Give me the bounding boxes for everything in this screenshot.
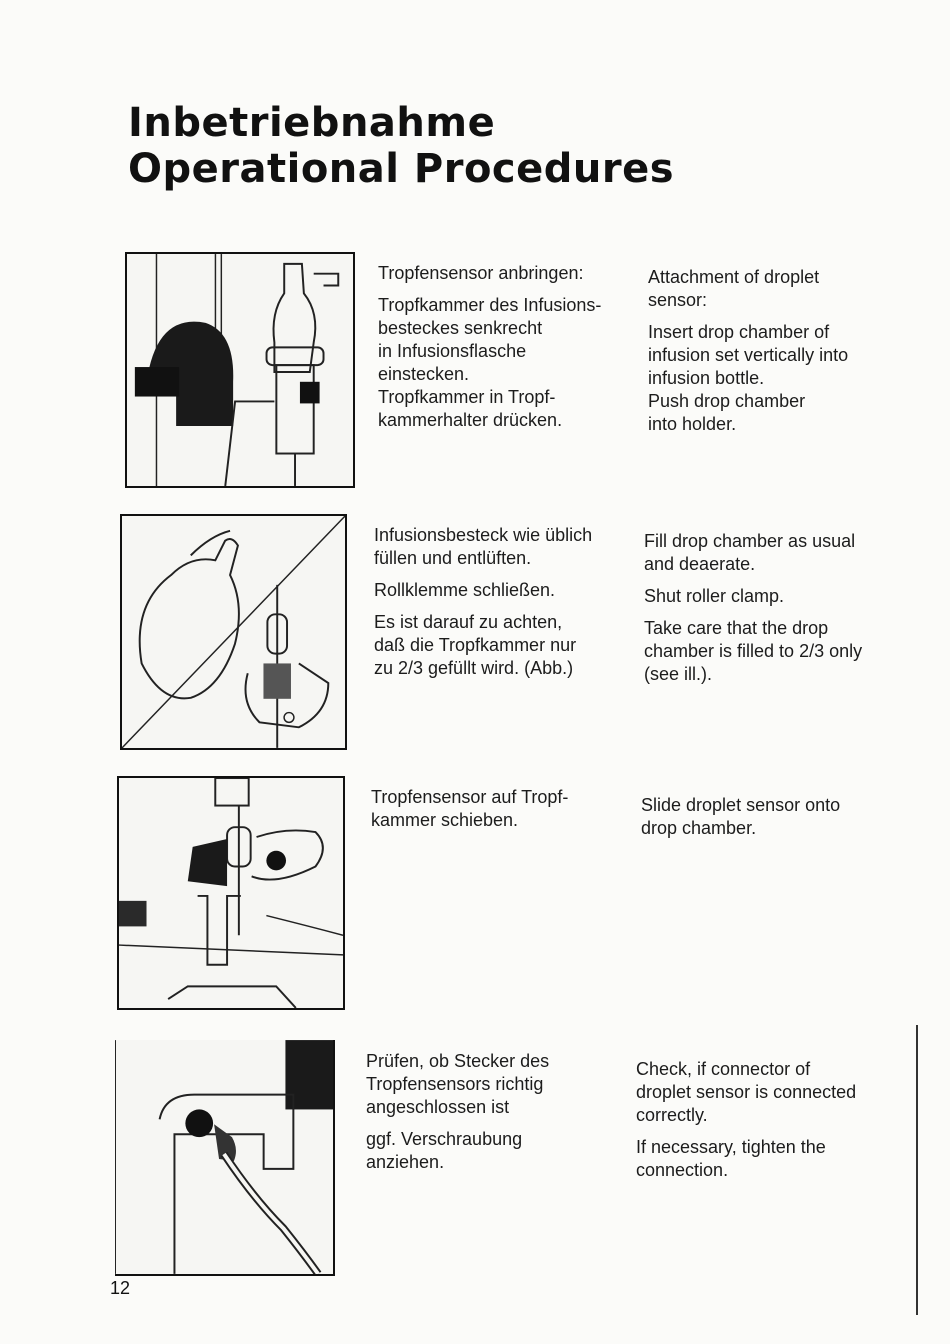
section-4-text-en-1: Check, if connector of droplet sensor is connected correctly. — [636, 1059, 857, 1125]
section-2-english — [644, 530, 914, 695]
section-2-text-de-3: Es ist darauf zu achten, daß die Tropfkammer nur zu 2/3 gefüllt wird. (Abb.) — [374, 612, 577, 678]
margin-rule — [916, 1025, 918, 1315]
section-2-german — [374, 524, 624, 689]
hand-filling-drawing — [122, 516, 345, 748]
section-1-german — [378, 262, 628, 441]
section-3-english — [641, 794, 911, 849]
section-2-text-de-2: Rollklemme schließen. — [374, 580, 556, 600]
page-title — [128, 100, 674, 192]
section-3-text-de: Tropfensensor auf Tropf- kammer schieben. — [371, 787, 569, 830]
section-3-german — [371, 786, 621, 841]
section-2-text-en-2: Shut roller clamp. — [644, 586, 785, 606]
section-2-text-de-1: Infusionsbesteck wie üblich füllen und entlüften. — [374, 525, 593, 568]
section-1-english — [648, 266, 918, 445]
illustration-fill-drop-chamber — [120, 514, 347, 750]
section-2-text-en-1: Fill drop chamber as usual and deaerate. — [644, 531, 856, 574]
drop-chamber-holder-drawing — [127, 254, 353, 486]
section-1-heading-en: Attachment of droplet sensor: — [648, 267, 820, 310]
illustration-slide-sensor — [117, 776, 345, 1010]
page-number: 12 — [110, 1278, 131, 1298]
sensor-slide-drawing — [119, 778, 343, 1008]
section-1-text-de: Tropfkammer des Infusions- bestеckes senkrecht in Infusionsflasche einstecken. Tropfkammer in Tropf- kammerhalter drücken. — [378, 295, 602, 430]
section-4-english — [636, 1058, 906, 1191]
section-1-text-en: Insert drop chamber of infusion set vertically into infusion bottle. Push drop chamber into holder. — [648, 322, 849, 434]
section-1-heading-de: Tropfensensor anbringen: — [378, 263, 584, 283]
section-4-text-de-2: ggf. Verschraubung anziehen. — [366, 1129, 523, 1172]
section-4-text-en-2: If necessary, tighten the connection. — [636, 1137, 826, 1180]
title-german: Inbetriebnahme — [128, 100, 496, 146]
illustration-sensor-attachment — [125, 252, 355, 488]
section-4-text-de-1: Prüfen, ob Stecker des Tropfensensors richtig angeschlossen ist — [366, 1051, 550, 1117]
section-3-text-en: Slide droplet sensor onto drop chamber. — [641, 795, 841, 838]
title-english: Operational Procedures — [128, 146, 675, 192]
section-2-text-en-3: Take care that the drop chamber is filled to 2/3 only (see ill.). — [644, 618, 863, 684]
section-4-german — [366, 1050, 616, 1183]
connector-drawing — [115, 1040, 333, 1274]
illustration-connector-check — [115, 1040, 335, 1276]
